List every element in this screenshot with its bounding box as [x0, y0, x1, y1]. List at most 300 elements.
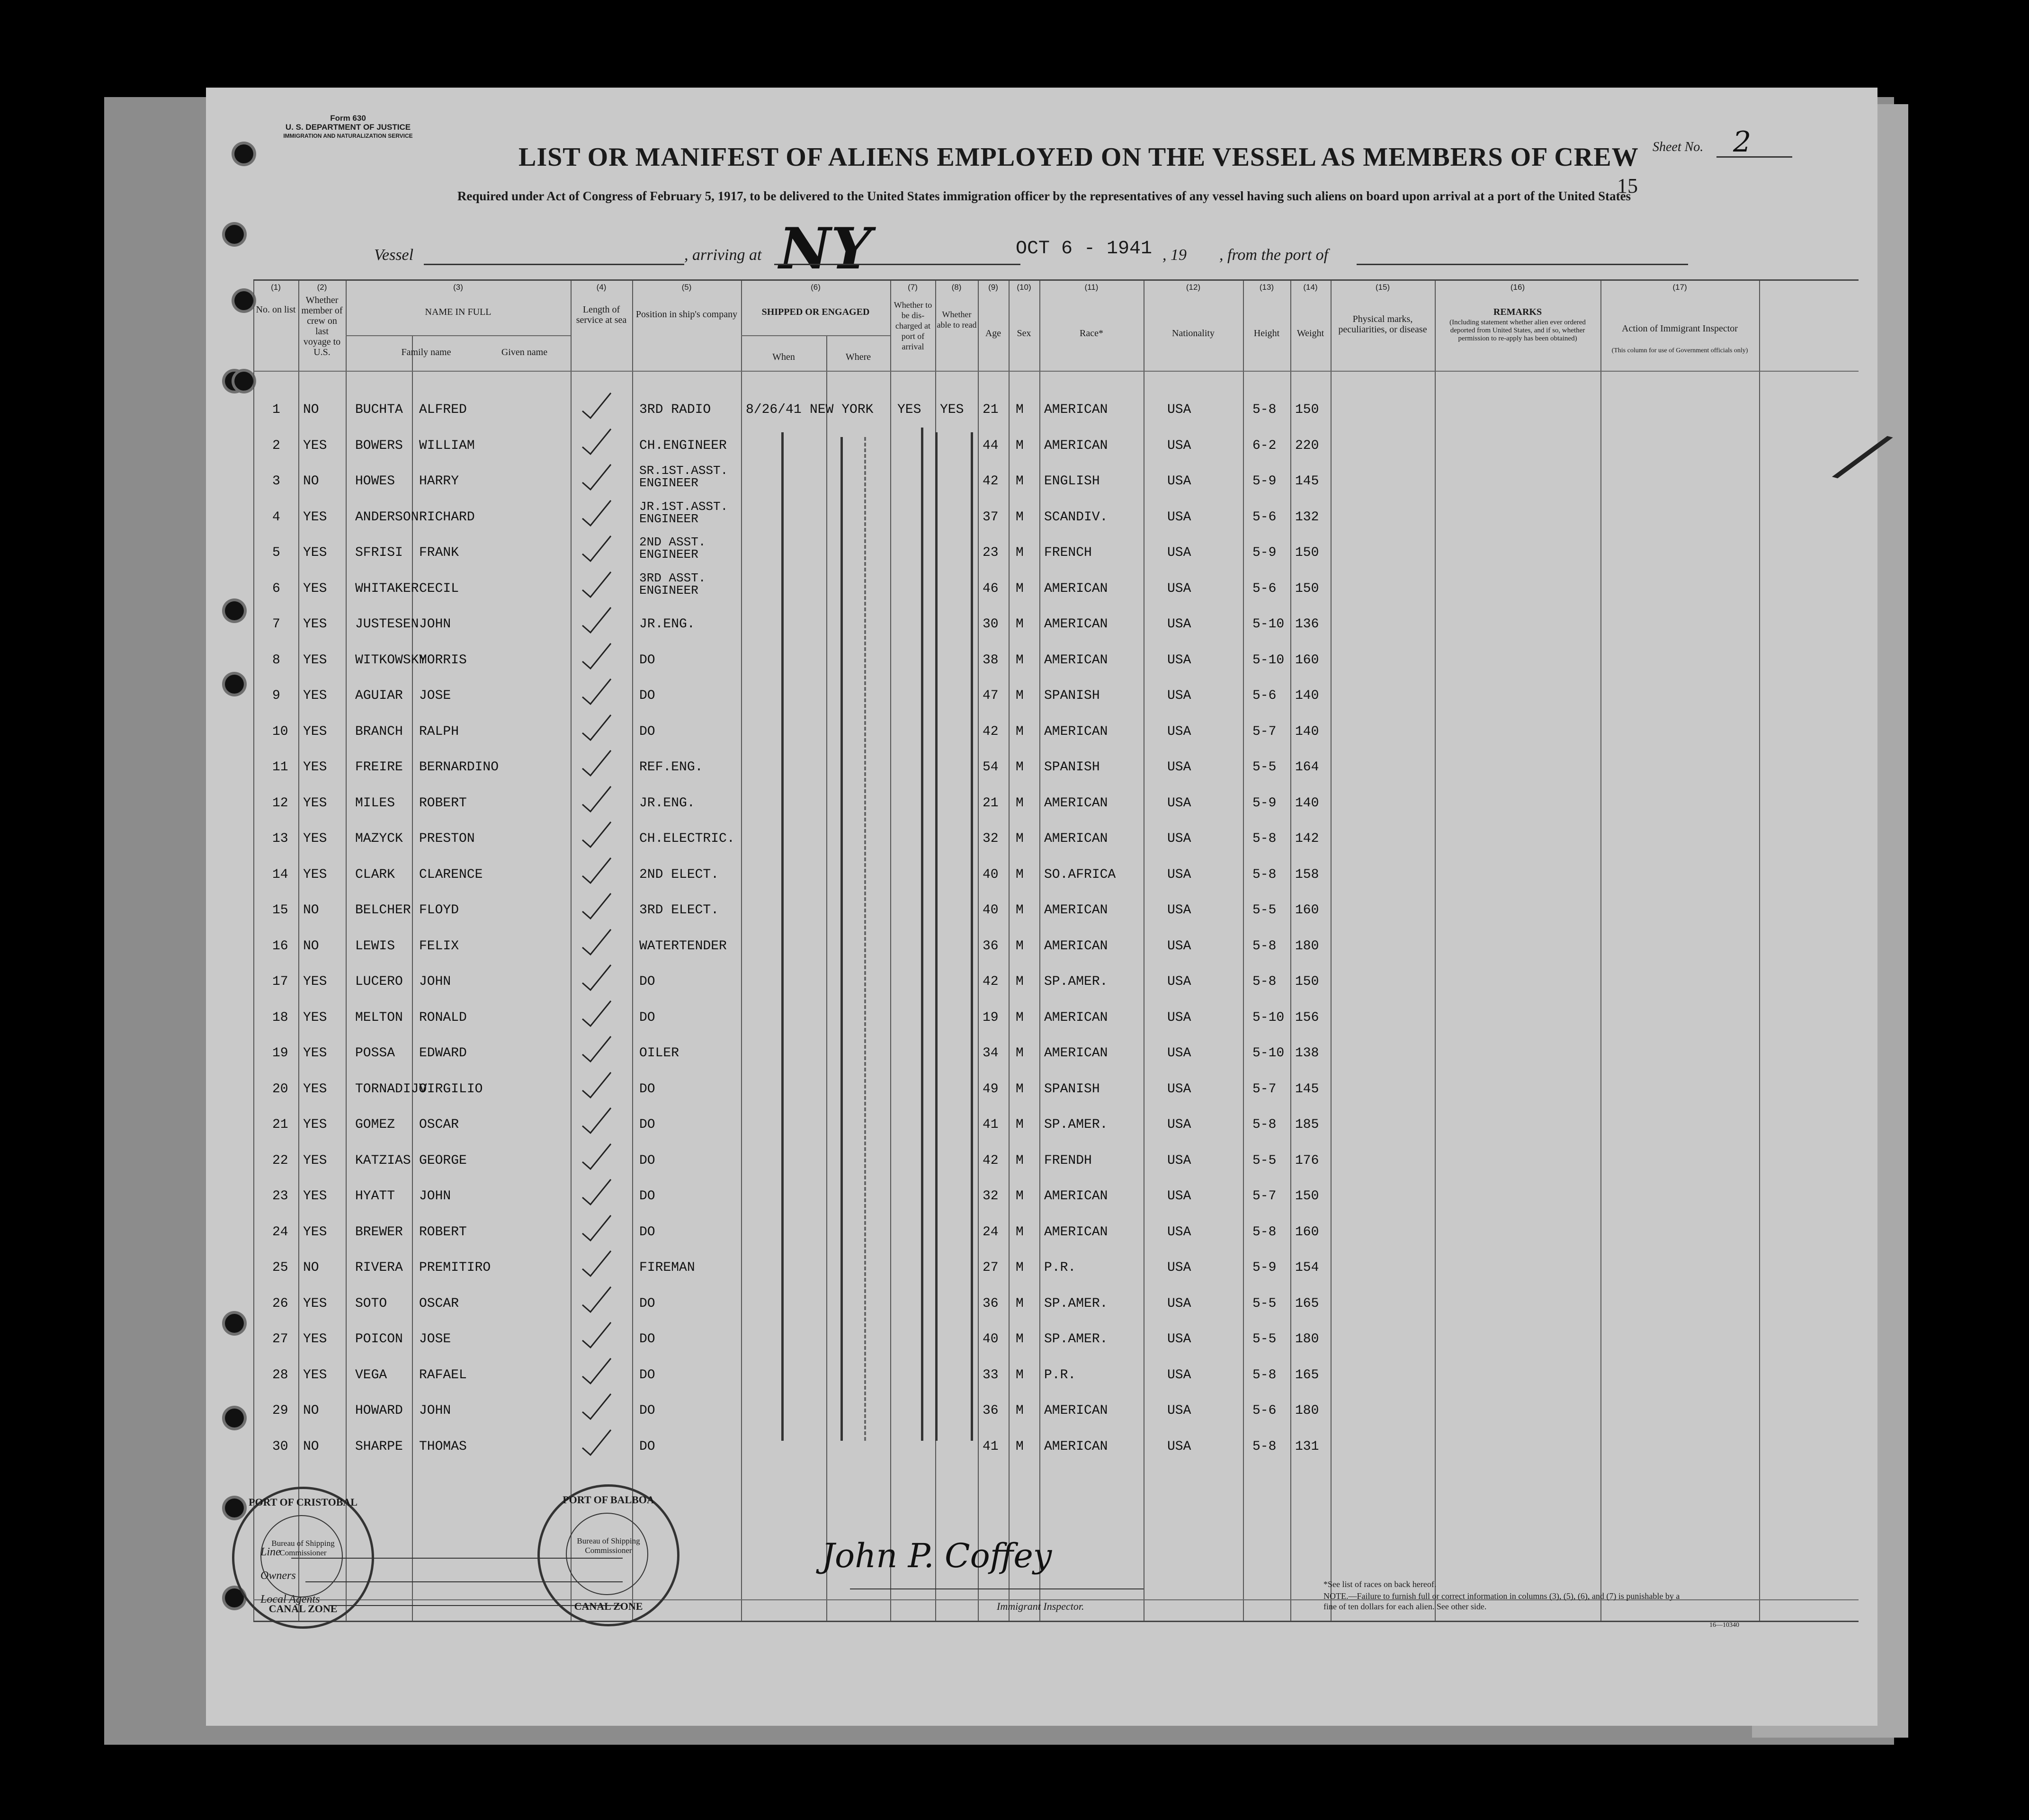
cell-no: 5 — [272, 545, 280, 560]
checkmark-icon — [580, 1321, 613, 1350]
cell-position: 2ND ELECT. — [639, 867, 719, 882]
cristobal-stamp — [232, 1487, 374, 1629]
checkmark-icon — [580, 714, 613, 742]
cell-race: SP.AMER. — [1044, 974, 1108, 989]
cell-given: JOHN — [419, 1189, 451, 1204]
cell-member: YES — [303, 438, 327, 453]
checkmark-icon — [580, 1393, 613, 1421]
cell-given: OSCAR — [419, 1117, 459, 1132]
cell-age: 42 — [983, 1153, 999, 1168]
checkmark-icon — [580, 1143, 613, 1171]
checkmark-icon — [580, 1035, 613, 1064]
checkmark-icon — [580, 464, 613, 492]
page-number: 15 — [1617, 174, 1638, 197]
checkmark-icon — [580, 964, 613, 992]
cell-race: AMERICAN — [1044, 581, 1108, 596]
col-number: (10) — [1017, 283, 1031, 292]
cell-sex: M — [1016, 1081, 1024, 1097]
cell-member: YES — [303, 1332, 327, 1347]
header-height: Height — [1253, 328, 1280, 339]
cell-race: AMERICAN — [1044, 1403, 1108, 1418]
col-number: (8) — [951, 283, 962, 292]
cell-member: YES — [303, 545, 327, 560]
cell-position: CH.ENGINEER — [639, 438, 727, 453]
ditto-rule-discharged — [921, 428, 923, 1441]
cell-height: 5-8 — [1252, 831, 1277, 846]
cell-sex: M — [1016, 1117, 1024, 1132]
cell-race: AMERICAN — [1044, 1010, 1108, 1025]
cell-position: SR.1ST.ASST. ENGINEER — [639, 464, 728, 490]
cell-given: GEORGE — [419, 1153, 467, 1168]
header-action: Action of Immigrant Inspector — [1622, 323, 1738, 334]
cell-nationality: USA — [1167, 1439, 1191, 1454]
cell-given: MORRIS — [419, 652, 467, 668]
cell-given: JOHN — [419, 617, 451, 632]
cell-given: WILLIAM — [419, 438, 475, 453]
cell-weight: 140 — [1295, 688, 1319, 703]
cell-no: 12 — [272, 795, 288, 811]
cell-sex: M — [1016, 974, 1024, 989]
sheet-underline — [1716, 156, 1792, 158]
header-no-on-list: No. on list — [256, 304, 296, 315]
header-nationality: Nationality — [1172, 328, 1215, 339]
arriving-field[interactable] — [774, 264, 1020, 265]
cell-height: 5-9 — [1252, 474, 1277, 489]
cell-no: 8 — [272, 652, 280, 668]
header-length-service: Length of service at sea — [576, 304, 627, 325]
cell-age: 41 — [983, 1117, 999, 1132]
cell-weight: 145 — [1295, 1081, 1319, 1097]
cell-no: 6 — [272, 581, 280, 596]
cell-position: WATERTENDER — [639, 938, 727, 954]
cell-sex: M — [1016, 688, 1024, 703]
cell-weight: 180 — [1295, 1332, 1319, 1347]
table-row — [253, 571, 1859, 607]
cell-sex: M — [1016, 1296, 1024, 1311]
cell-sex: M — [1016, 903, 1024, 918]
checkmark-icon — [580, 571, 613, 599]
cell-position: DO — [639, 1332, 655, 1347]
ditto-rule-where-2 — [864, 437, 866, 1441]
cell-sex: M — [1016, 1367, 1024, 1383]
col-number: (12) — [1186, 283, 1201, 292]
cell-age: 42 — [983, 474, 999, 489]
cell-given: JOHN — [419, 1403, 451, 1418]
cell-weight: 158 — [1295, 867, 1319, 882]
cell-given: OSCAR — [419, 1296, 459, 1311]
header-when: When — [772, 352, 795, 362]
page-title: LIST OR MANIFEST OF ALIENS EMPLOYED ON THE VESSEL AS MEMBERS OF CREW — [518, 143, 1639, 172]
table-row — [253, 857, 1859, 892]
cell-sex: M — [1016, 1439, 1024, 1454]
cell-weight: 156 — [1295, 1010, 1319, 1025]
cell-weight: 164 — [1295, 760, 1319, 775]
header-age: Age — [985, 328, 1001, 339]
cell-race: AMERICAN — [1044, 938, 1108, 954]
cell-position: DO — [639, 1403, 655, 1418]
checkmark-icon — [580, 749, 613, 778]
cell-nationality: USA — [1167, 724, 1191, 739]
col-number: (2) — [317, 283, 327, 292]
table-row — [253, 714, 1859, 749]
cell-family: MELTON — [355, 1010, 403, 1025]
table-row — [253, 1357, 1859, 1393]
cell-race: SPANISH — [1044, 1081, 1100, 1097]
cell-weight: 185 — [1295, 1117, 1319, 1132]
cell-family: AGUIAR — [355, 688, 403, 703]
col-number: (11) — [1084, 283, 1099, 292]
checkmark-icon — [580, 857, 613, 885]
inspector-signature: John P. Coffey — [822, 1536, 1052, 1575]
header-physical-marks: Physical marks, peculiarities, or disease — [1338, 314, 1427, 335]
col-number: (1) — [271, 283, 281, 292]
table-row — [253, 1250, 1859, 1285]
line-label: Line — [260, 1546, 281, 1558]
cell-no: 15 — [272, 903, 288, 918]
checkmark-icon — [580, 1071, 613, 1100]
cell-weight: 138 — [1295, 1046, 1319, 1061]
form-service: IMMIGRATION AND NATURALIZATION SERVICE — [283, 133, 413, 139]
cell-nationality: USA — [1167, 1367, 1191, 1383]
cell-given: ROBERT — [419, 1224, 467, 1240]
cell-nationality: USA — [1167, 1296, 1191, 1311]
cell-height: 5-10 — [1252, 652, 1285, 668]
cell-family: WHITAKER — [355, 581, 419, 596]
table-row — [253, 785, 1859, 821]
footer-note: NOTE.—Failure to furnish full or correct information in columns (3), (5), (6), and (7) is punishable by a fine of ten dollars for each alien. See other side. — [1323, 1591, 1680, 1611]
cell-nationality: USA — [1167, 581, 1191, 596]
cell-race: AMERICAN — [1044, 652, 1108, 668]
cell-age: 40 — [983, 1332, 999, 1347]
header-race: Race* — [1080, 328, 1103, 339]
punch-hole — [234, 372, 253, 391]
cell-height: 5-6 — [1252, 509, 1277, 525]
vessel-field[interactable] — [424, 264, 684, 265]
header-position: Position in ship's company — [635, 309, 738, 320]
cell-race: AMERICAN — [1044, 438, 1108, 453]
cell-age: 19 — [983, 1010, 999, 1025]
cell-family: BUCHTA — [355, 402, 403, 417]
vessel-label: Vessel — [374, 246, 414, 264]
table-row — [253, 928, 1859, 964]
table-row — [253, 464, 1859, 499]
cell-weight: 165 — [1295, 1296, 1319, 1311]
cell-age: 41 — [983, 1439, 999, 1454]
cell-where: NEW YORK — [810, 402, 874, 417]
table-row — [253, 535, 1859, 571]
cell-nationality: USA — [1167, 617, 1191, 632]
cell-height: 5-10 — [1252, 1010, 1285, 1025]
cell-member: NO — [303, 1260, 319, 1275]
cell-read: YES — [940, 402, 964, 417]
cell-position: REF.ENG. — [639, 760, 703, 775]
cell-nationality: USA — [1167, 1117, 1191, 1132]
cell-nationality: USA — [1167, 1224, 1191, 1240]
col-number: (17) — [1672, 283, 1687, 292]
cell-position: 3RD ELECT. — [639, 903, 719, 918]
cell-given: FLOYD — [419, 903, 459, 918]
checkmark-icon — [580, 1214, 613, 1243]
table-row — [253, 821, 1859, 856]
cell-race: AMERICAN — [1044, 1439, 1108, 1454]
cell-sex: M — [1016, 795, 1024, 811]
cell-sex: M — [1016, 581, 1024, 596]
cell-height: 5-6 — [1252, 581, 1277, 596]
cell-position: DO — [639, 1224, 655, 1240]
cell-sex: M — [1016, 760, 1024, 775]
cell-member: YES — [303, 724, 327, 739]
stamp-port: PORT OF CRISTOBAL — [249, 1496, 358, 1508]
cell-given: ROBERT — [419, 795, 467, 811]
cell-no: 20 — [272, 1081, 288, 1097]
cell-member: NO — [303, 903, 319, 918]
stamp-inner-text: Bureau of Shipping Commissioner — [271, 1539, 335, 1557]
cell-weight: 136 — [1295, 617, 1319, 632]
cell-position: DO — [639, 1296, 655, 1311]
cell-age: 34 — [983, 1046, 999, 1061]
from-port-label: , from the port of — [1219, 246, 1329, 264]
table-row — [253, 964, 1859, 999]
sheet-label: Sheet No. — [1653, 140, 1704, 154]
cell-nationality: USA — [1167, 938, 1191, 954]
cell-race: FRENDH — [1044, 1153, 1092, 1168]
cell-given: CECIL — [419, 581, 459, 596]
cell-race: SP.AMER. — [1044, 1332, 1108, 1347]
cell-height: 5-7 — [1252, 1189, 1277, 1204]
manifest-table — [253, 279, 1859, 1622]
cell-sex: M — [1016, 938, 1024, 954]
cell-member: YES — [303, 831, 327, 846]
cell-no: 11 — [272, 760, 288, 775]
header-remarks: REMARKS — [1493, 307, 1542, 317]
cell-sex: M — [1016, 1332, 1024, 1347]
cell-given: JOHN — [419, 974, 451, 989]
stamp-zone: CANAL ZONE — [574, 1600, 643, 1612]
checkmark-icon — [580, 1250, 613, 1278]
races-note: *See list of races on back hereof. — [1323, 1579, 1437, 1589]
punch-hole — [234, 144, 253, 163]
cell-family: HYATT — [355, 1189, 395, 1204]
cell-nationality: USA — [1167, 652, 1191, 668]
cell-nationality: USA — [1167, 1260, 1191, 1275]
cell-no: 16 — [272, 938, 288, 954]
cell-race: AMERICAN — [1044, 617, 1108, 632]
table-row — [253, 1000, 1859, 1035]
cell-weight: 165 — [1295, 1367, 1319, 1383]
cell-no: 17 — [272, 974, 288, 989]
inspector-signature-line — [850, 1588, 1144, 1589]
cell-weight: 150 — [1295, 545, 1319, 560]
from-port-field[interactable] — [1357, 264, 1688, 265]
cell-nationality: USA — [1167, 1403, 1191, 1418]
cell-member: NO — [303, 1439, 319, 1454]
punch-hole — [225, 1409, 244, 1427]
cell-age: 30 — [983, 617, 999, 632]
cell-family: HOWES — [355, 474, 395, 489]
cell-age: 47 — [983, 688, 999, 703]
cell-when: 8/26/41 — [746, 402, 802, 417]
header-name-in-full: NAME IN FULL — [425, 307, 492, 317]
cell-member: YES — [303, 617, 327, 632]
cell-position: 3RD RADIO — [639, 402, 711, 417]
cell-age: 37 — [983, 509, 999, 525]
cell-nationality: USA — [1167, 1010, 1191, 1025]
cell-no: 29 — [272, 1403, 288, 1418]
cell-family: BELCHER — [355, 903, 411, 918]
cell-family: GOMEZ — [355, 1117, 395, 1132]
form-department: U. S. DEPARTMENT OF JUSTICE — [285, 123, 411, 132]
cell-nationality: USA — [1167, 438, 1191, 453]
cell-weight: 180 — [1295, 938, 1319, 954]
cell-family: SOTO — [355, 1296, 387, 1311]
cell-height: 5-8 — [1252, 1117, 1277, 1132]
cell-member: YES — [303, 1081, 327, 1097]
cell-given: THOMAS — [419, 1439, 467, 1454]
cell-weight: 142 — [1295, 831, 1319, 846]
cell-nationality: USA — [1167, 1189, 1191, 1204]
table-row — [253, 749, 1859, 785]
cell-position: JR.1ST.ASST. ENGINEER — [639, 499, 728, 526]
cell-member: NO — [303, 938, 319, 954]
cell-given: JOSE — [419, 1332, 451, 1347]
cell-nationality: USA — [1167, 903, 1191, 918]
cell-no: 27 — [272, 1332, 288, 1347]
cell-race: AMERICAN — [1044, 831, 1108, 846]
cell-weight: 220 — [1295, 438, 1319, 453]
cell-weight: 150 — [1295, 974, 1319, 989]
cell-family: VEGA — [355, 1367, 387, 1383]
cell-sex: M — [1016, 617, 1024, 632]
cell-race: AMERICAN — [1044, 1189, 1108, 1204]
cell-member: NO — [303, 402, 319, 417]
punch-hole — [234, 291, 253, 310]
cell-weight: 140 — [1295, 795, 1319, 811]
cell-family: CLARK — [355, 867, 395, 882]
cell-family: MILES — [355, 795, 395, 811]
table-row — [253, 607, 1859, 642]
cell-race: AMERICAN — [1044, 795, 1108, 811]
cell-height: 5-8 — [1252, 974, 1277, 989]
cell-race: SPANISH — [1044, 760, 1100, 775]
margin-pencil-mark: ⁄ — [1845, 416, 1879, 500]
stamp-zone: CANAL ZONE — [268, 1603, 338, 1615]
cell-race: AMERICAN — [1044, 724, 1108, 739]
cell-age: 21 — [983, 402, 999, 417]
cell-family: WITKOWSKY — [355, 652, 427, 668]
checkmark-icon — [580, 607, 613, 635]
cell-weight: 154 — [1295, 1260, 1319, 1275]
cell-member: NO — [303, 1403, 319, 1418]
cell-given: RICHARD — [419, 509, 475, 525]
cell-sex: M — [1016, 474, 1024, 489]
cell-position: DO — [639, 1081, 655, 1097]
cell-height: 5-8 — [1252, 1367, 1277, 1383]
cell-height: 5-5 — [1252, 1153, 1277, 1168]
cell-member: YES — [303, 509, 327, 525]
cell-race: FRENCH — [1044, 545, 1092, 560]
cell-weight: 140 — [1295, 724, 1319, 739]
cell-family: RIVERA — [355, 1260, 403, 1275]
cell-sex: M — [1016, 1403, 1024, 1418]
cell-given: PRESTON — [419, 831, 475, 846]
cell-family: BRANCH — [355, 724, 403, 739]
table-row — [253, 1429, 1859, 1464]
cell-age: 21 — [983, 795, 999, 811]
cell-no: 13 — [272, 831, 288, 846]
table-row — [253, 892, 1859, 928]
cell-given: PREMITIRO — [419, 1260, 491, 1275]
cell-family: BREWER — [355, 1224, 403, 1240]
cell-age: 23 — [983, 545, 999, 560]
cell-no: 7 — [272, 617, 280, 632]
cell-position: 2ND ASST. ENGINEER — [639, 535, 706, 562]
cell-age: 49 — [983, 1081, 999, 1097]
punch-hole — [225, 1314, 244, 1333]
cell-nationality: USA — [1167, 1332, 1191, 1347]
cell-weight: 150 — [1295, 581, 1319, 596]
cell-no: 24 — [272, 1224, 288, 1240]
cell-race: AMERICAN — [1044, 402, 1108, 417]
ditto-rule-read — [971, 432, 973, 1441]
col-number: (5) — [681, 283, 692, 292]
cell-height: 5-5 — [1252, 903, 1277, 918]
cell-given: JOSE — [419, 688, 451, 703]
cell-height: 5-5 — [1252, 760, 1277, 775]
cell-no: 21 — [272, 1117, 288, 1132]
cell-race: AMERICAN — [1044, 1224, 1108, 1240]
cell-race: P.R. — [1044, 1367, 1076, 1383]
cell-height: 6-2 — [1252, 438, 1277, 453]
cell-position: JR.ENG. — [639, 617, 695, 632]
cell-no: 30 — [272, 1439, 288, 1454]
cell-position: DO — [639, 652, 655, 668]
table-row — [253, 642, 1859, 678]
table-row — [253, 1214, 1859, 1250]
cell-height: 5-8 — [1252, 867, 1277, 882]
cell-sex: M — [1016, 1224, 1024, 1240]
cell-sex: M — [1016, 402, 1024, 417]
cell-member: YES — [303, 1189, 327, 1204]
cell-given: RALPH — [419, 724, 459, 739]
cell-discharged: YES — [897, 402, 921, 417]
page-subtitle: Required under Act of Congress of February 5, 1917, to be delivered to the United States immigration officer by the representatives of any vessel having such aliens on board upon arrival at a port of the United States — [457, 189, 1631, 203]
cell-family: HOWARD — [355, 1403, 403, 1418]
cell-position: 3RD ASST. ENGINEER — [639, 571, 706, 598]
checkmark-icon — [580, 1286, 613, 1314]
cell-age: 33 — [983, 1367, 999, 1383]
cell-age: 32 — [983, 1189, 999, 1204]
checkmark-icon — [580, 678, 613, 706]
cell-family: POICON — [355, 1332, 403, 1347]
cell-age: 44 — [983, 438, 999, 453]
cell-member: YES — [303, 795, 327, 811]
cell-no: 19 — [272, 1046, 288, 1061]
checkmark-icon — [580, 642, 613, 671]
cell-family: TORNADIJO — [355, 1081, 427, 1097]
cell-height: 5-9 — [1252, 795, 1277, 811]
cell-nationality: USA — [1167, 1046, 1191, 1061]
ditto-rule-where — [840, 437, 843, 1441]
cell-family: FREIRE — [355, 760, 403, 775]
cell-family: KATZIAS — [355, 1153, 411, 1168]
cell-family: LUCERO — [355, 974, 403, 989]
cell-nationality: USA — [1167, 509, 1191, 525]
header-able-to-read: Whether able to read — [937, 310, 977, 330]
cell-no: 25 — [272, 1260, 288, 1275]
cell-no: 10 — [272, 724, 288, 739]
table-row — [253, 1286, 1859, 1321]
col-number: (3) — [453, 283, 463, 292]
